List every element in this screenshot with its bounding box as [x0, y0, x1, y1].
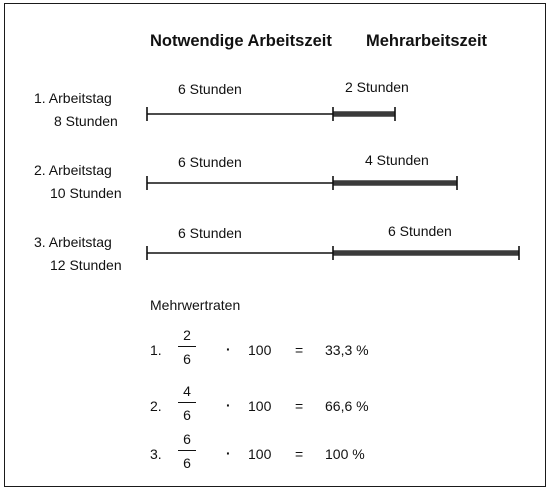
day-2-title: 2. Arbeitstag [34, 162, 112, 178]
day-2-necessary-label: 6 Stunden [178, 154, 242, 170]
day-3-title: 3. Arbeitstag [34, 234, 112, 250]
rate-1-multiply-dot: · [226, 341, 231, 357]
rate-3-fraction [178, 430, 196, 472]
rate-1-factor: 100 [248, 342, 272, 358]
rate-3-equals: = [295, 446, 304, 462]
rate-2-equals: = [295, 398, 304, 414]
header-surplus-labor-time: Mehrarbeitszeit [366, 32, 488, 50]
rate-2-fraction [178, 382, 196, 424]
rate-2-multiply-dot: · [226, 397, 231, 413]
day-2-hours: 10 Stunden [50, 185, 122, 201]
header-necessary-labor-time: Notwendige Arbeitszeit [150, 32, 332, 50]
rate-3-index: 3. [150, 446, 162, 462]
day-1-title: 1. Arbeitstag [34, 90, 112, 106]
rate-1-denominator: 6 [183, 351, 191, 367]
rate-3-fraction-bar [178, 450, 196, 451]
rate-3-numerator: 6 [183, 431, 191, 447]
rate-1-result: 33,3 % [325, 342, 369, 358]
day-1-surplus-label: 2 Stunden [345, 79, 409, 95]
rate-1-numerator: 2 [183, 327, 191, 343]
day-3-necessary-label: 6 Stunden [178, 225, 242, 241]
rate-2-result: 66,6 % [325, 398, 369, 414]
rate-2-denominator: 6 [183, 407, 191, 423]
rate-3-denominator: 6 [183, 455, 191, 471]
rate-1-equals: = [295, 342, 304, 358]
rate-2-index: 2. [150, 398, 162, 414]
rate-3-multiply-dot: · [226, 445, 231, 461]
rate-1-fraction-bar [178, 346, 196, 347]
day-1-necessary-label: 6 Stunden [178, 81, 242, 97]
rate-3-factor: 100 [248, 446, 272, 462]
day-3-hours: 12 Stunden [50, 257, 122, 273]
rate-2-numerator: 4 [183, 383, 191, 399]
rate-2-fraction-bar [178, 402, 196, 403]
day-3-surplus-label: 6 Stunden [388, 223, 452, 239]
day-1-hours: 8 Stunden [54, 113, 118, 129]
rates-title: Mehrwertraten [150, 297, 241, 313]
rate-1-fraction [178, 326, 196, 368]
rate-3-result: 100 % [325, 446, 365, 462]
rate-2-factor: 100 [248, 398, 272, 414]
rate-1-index: 1. [150, 342, 162, 358]
day-2-surplus-label: 4 Stunden [365, 152, 429, 168]
